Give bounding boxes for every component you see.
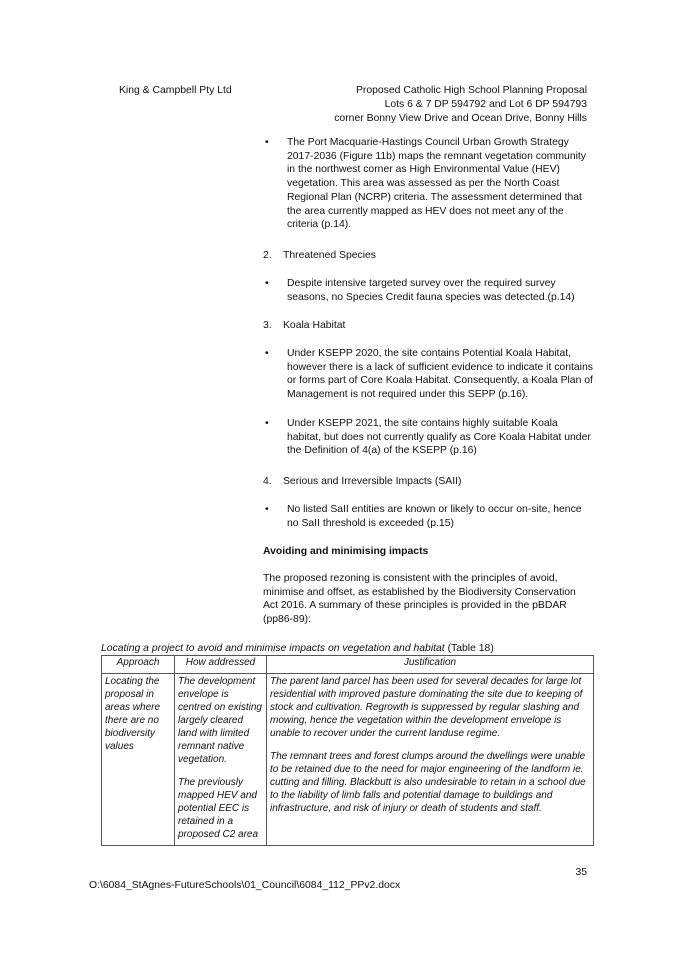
table-row	[102, 674, 594, 846]
bullet-text: The Port Macquarie-Hastings Council Urban Growth Strategy 2017-2036 (Figure 11b) maps the remnant vegetation community in the northwest corner as High Environmental Value (HEV) vegetation. This area was assessed as per the North Coast Regional Plan (NCRP) criteria. The assessment determined that the area currently mapped as HEV does not meet any of the criteria (p.14).	[287, 137, 586, 231]
page-number: 35	[575, 867, 587, 878]
bullet-koala-2021	[263, 417, 593, 458]
bullet-sail	[263, 503, 593, 530]
bullet-hev	[263, 136, 593, 232]
bullet-dot: •	[265, 137, 269, 148]
section-paragraph: The proposed rezoning is consistent with the principles of avoid, minimise and offset, as established by the Biodiversity Conservation Act 2016. A summary of these principles is provided in the pBDAR (pp86-89):	[263, 573, 576, 626]
bullet-text: Under KSEPP 2021, the site contains highly suitable Koala habitat, but does not currently qualify as Core Koala Habitat under the Definition of 4(a) of the KSEPP (p.16)	[287, 418, 591, 457]
bullet-dot: •	[265, 418, 269, 429]
bullet-text: No listed SaII entities are known or likely to occur on-site, hence no SaII threshold is exceeded (p.15)	[287, 504, 582, 529]
col-header-how-addressed: How addressed	[175, 656, 267, 674]
how-addressed-text-1: The development envelope is centred on existing largely cleared land with limited remnant native vegetation.	[178, 676, 262, 765]
item-label: Threatened Species	[283, 250, 376, 261]
col-header-approach: Approach	[102, 656, 175, 674]
bullet-text: Despite intensive targeted survey over the required survey seasons, no Species Credit fauna species was detected.(p.14)	[287, 278, 575, 303]
section-item-3	[263, 319, 345, 333]
bullet-dot: •	[265, 348, 269, 359]
site-address: corner Bonny View Drive and Ocean Drive, Bonny Hills	[334, 113, 587, 124]
document-title-block	[334, 84, 587, 126]
bullet-dot: •	[265, 504, 269, 515]
bullet-koala-2020	[263, 347, 593, 402]
table-header-row	[102, 656, 594, 674]
item-label: Serious and Irreversible Impacts (SAII)	[283, 476, 462, 487]
company-name: King & Campbell Pty Ltd	[119, 85, 232, 96]
justification-text-1: The parent land parcel has been used for several decades for large lot residential with improved pasture dominating the site due to keeping of stock and cultivation. Regrowth is suppressed by regular slashing and mowing, hence the vegetation within the development envelope is unable to recover under the current landuse regime.	[270, 676, 583, 739]
item-number: 3.	[263, 320, 272, 331]
cell-approach	[102, 674, 175, 846]
file-path: O:\6084_StAgnes-FutureSchools\01_Council\6084_112_PPv2.docx	[89, 880, 401, 891]
col-header-justification: Justification	[267, 656, 594, 674]
project-title: Proposed Catholic High School Planning Proposal	[355, 85, 587, 96]
caption-ref: (Table 18)	[444, 643, 494, 654]
approach-text: Locating the proposal in areas where there are no biodiversity values	[105, 676, 161, 752]
item-label: Koala Habitat	[283, 320, 346, 331]
bullet-dot: •	[265, 278, 269, 289]
how-addressed-text-2: The previously mapped HEV and potential EEC is retained in a proposed C2 area	[178, 777, 259, 840]
bullet-species	[263, 277, 593, 304]
cell-how-addressed	[175, 674, 267, 846]
impacts-table	[101, 655, 594, 846]
item-number: 4.	[263, 476, 272, 487]
section-heading: Avoiding and minimising impacts	[263, 546, 429, 557]
section-item-2	[263, 249, 376, 263]
caption-text: Locating a project to avoid and minimise impacts on vegetation and habitat	[101, 643, 445, 654]
bullet-text: Under KSEPP 2020, the site contains Potential Koala Habitat, however there is a lack of sufficient evidence to indicate it contains or forms part of Core Koala Habitat. Consequently, a Koala Plan of Management is not required under this SEPP (p.16).	[287, 348, 593, 401]
lot-details: Lots 6 & 7 DP 594792 and Lot 6 DP 594793	[384, 99, 587, 110]
section-item-4	[263, 475, 461, 489]
item-number: 2.	[263, 250, 272, 261]
cell-justification	[267, 674, 594, 846]
justification-text-2: The remnant trees and forest clumps around the dwellings were unable to be retained due to the need for major engineering of the landform ie. cutting and filling. Blackbutt is also undesirable to retain in a school due to the liability of limb falls and potential damage to buildings and infrastructure, and risk of injury or death of students and staff.	[270, 751, 586, 814]
table-caption	[101, 642, 494, 656]
